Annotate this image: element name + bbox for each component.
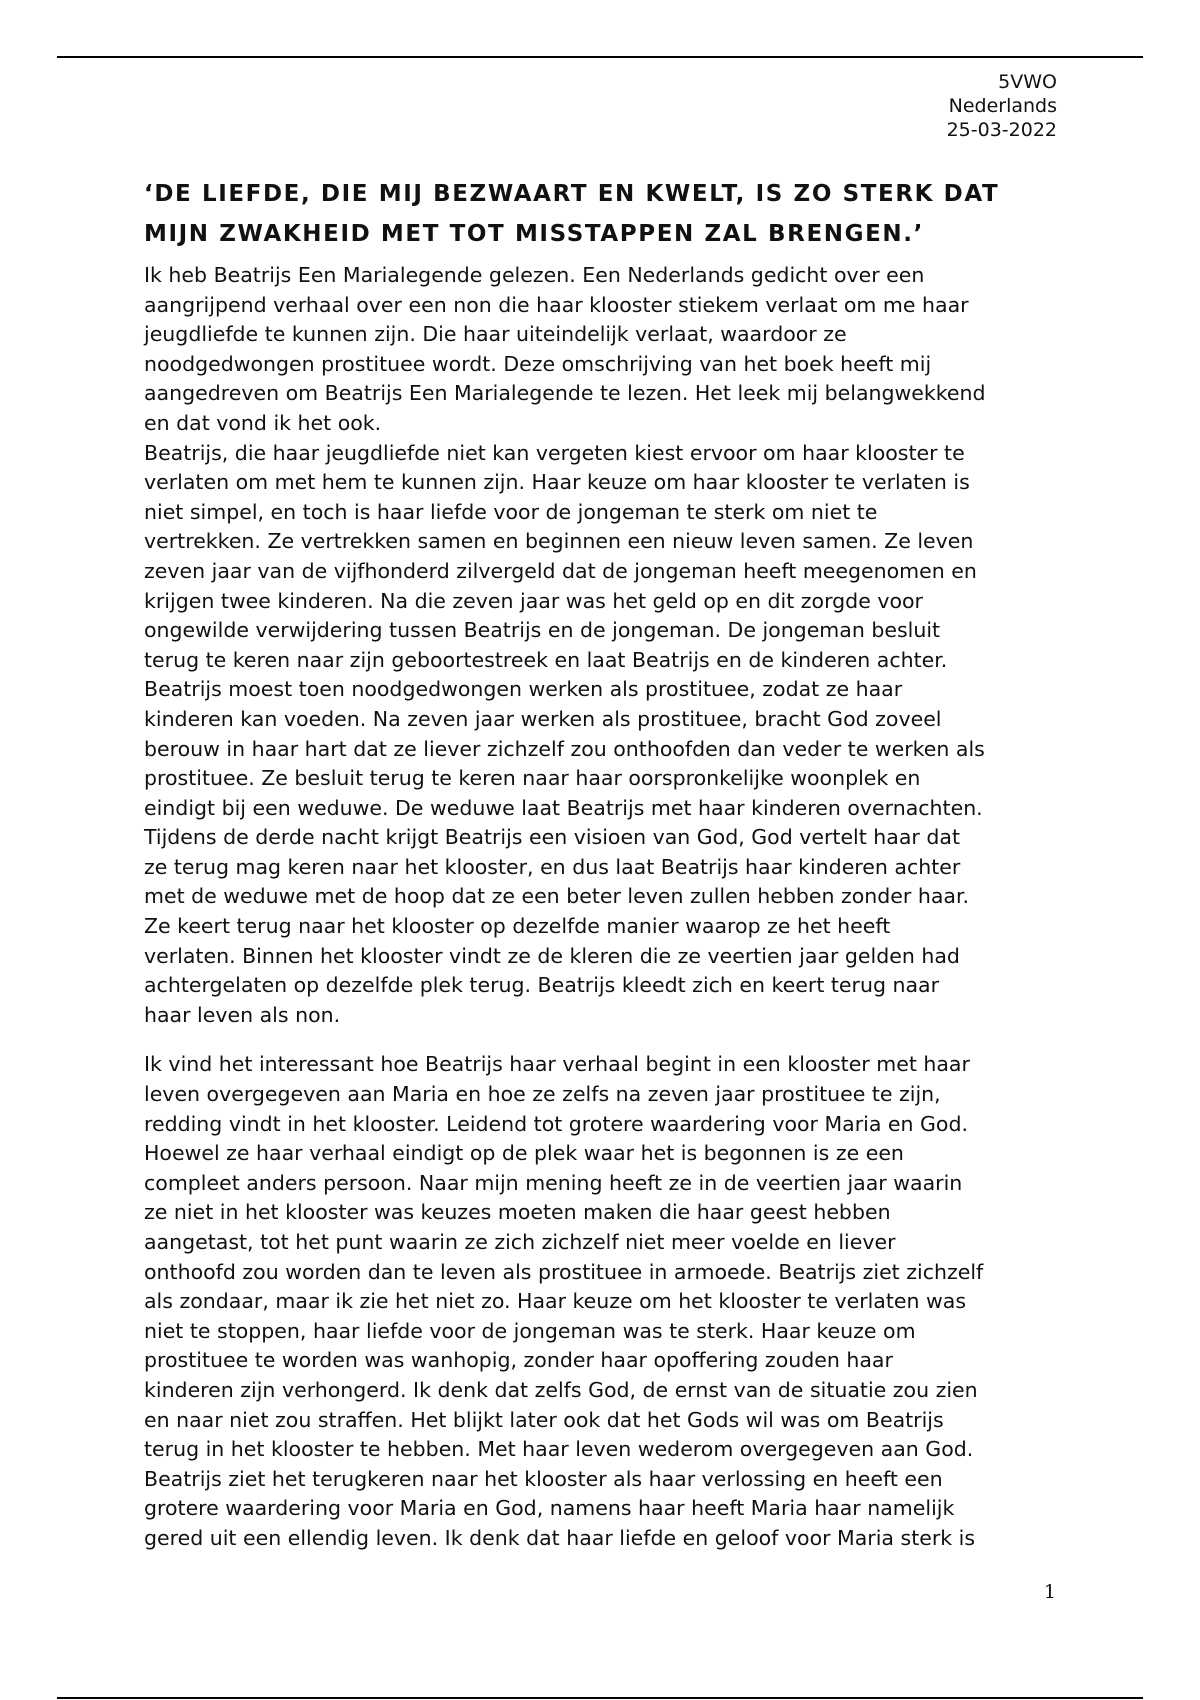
paragraph-line: Ik heb Beatrijs Een Marialegende gelezen. Een Nederlands gedicht over een [144, 263, 925, 287]
paragraph-line: ze niet in het klooster was keuzes moeten maken die haar geest hebben [144, 1200, 891, 1225]
paragraph-line: ongewilde verwijdering tussen Beatrijs en de jongeman. De jongeman besluit [144, 618, 941, 643]
paragraph-line: onthoofd zou worden dan te leven als prostituee in armoede. Beatrijs ziet zichzelf [144, 1259, 984, 1284]
document-date: 25-03-2022 [946, 119, 1057, 141]
paragraph-line: met de weduwe met de hoop dat ze een beter leven zullen hebben zonder haar. [144, 884, 970, 909]
paragraph-line: haar leven als non. [144, 1002, 341, 1027]
paragraph-line: Ik vind het interessant hoe Beatrijs haar verhaal begint in een klooster met haar [144, 1052, 970, 1077]
document-title [144, 174, 1064, 254]
paragraph-line: eindigt bij een weduwe. De weduwe laat Beatrijs met haar kinderen overnachten. [144, 795, 983, 820]
paragraph-line: niet simpel, en toch is haar liefde voor de jongeman te sterk om niet te [144, 499, 878, 524]
paragraph-line: aangedreven om Beatrijs Een Marialegende te lezen. Het leek mij belangwekkend [144, 381, 986, 406]
subject-label: Nederlands [948, 95, 1057, 117]
paragraph-line: terug in het klooster te hebben. Met haar leven wederom overgegeven aan God. [144, 1437, 974, 1462]
paragraph-line: krijgen twee kinderen. Na die zeven jaar was het geld op en dit zorgde voor [144, 588, 923, 613]
paragraph-line: ze terug mag keren naar het klooster, en dus laat Beatrijs haar kinderen achter [144, 854, 961, 879]
paragraph-line: redding vindt in het klooster. Leidend tot grotere waardering voor Maria en God. [144, 1111, 969, 1136]
paragraph-line: verlaten. Binnen het klooster vindt ze de kleren die ze veertien jaar gelden had [144, 943, 960, 968]
paragraph [144, 261, 1064, 439]
paragraph-line: en dat vond ik het ook. [144, 410, 382, 435]
paragraph-line: jeugdliefde te kunnen zijn. Die haar uiteindelijk verlaat, waardoor ze [144, 322, 847, 347]
paragraph-line: terug te keren naar zijn geboortestreek en laat Beatrijs en de kinderen achter. [144, 647, 948, 672]
paragraph-line: Ze keert terug naar het klooster op dezelfde manier waarop ze het heeft [144, 914, 891, 939]
paragraph-gap [144, 1030, 1064, 1050]
paragraph-line: Hoewel ze haar verhaal eindigt op de plek waar het is begonnen is ze een [144, 1141, 904, 1166]
paragraph-line: prostituee te worden was wanhopig, zonder haar opoffering zouden haar [144, 1348, 893, 1373]
paragraph-line: Beatrijs ziet het terugkeren naar het klooster als haar verlossing en heeft een [144, 1466, 943, 1491]
class-label: 5VWO [998, 71, 1057, 93]
paragraph-line: prostituee. Ze besluit terug te keren naar haar oorspronkelijke woonplek en [144, 766, 921, 791]
paragraph-line: verlaten om met hem te kunnen zijn. Haar keuze om haar klooster te verlaten is [144, 470, 970, 495]
paragraph-line: Beatrijs moest toen noodgedwongen werken als prostituee, zodat ze haar [144, 677, 903, 702]
paragraph-line: vertrekken. Ze vertrekken samen en beginnen een nieuw leven samen. Ze leven [144, 529, 974, 554]
paragraph-line: kinderen kan voeden. Na zeven jaar werken als prostituee, bracht God zoveel [144, 706, 942, 731]
title-line: MIJN ZWAKHEID MET TOT MISSTAPPEN ZAL BRENGEN.’ [144, 221, 924, 247]
paragraph-line: als zondaar, maar ik zie het niet zo. Haar keuze om het klooster te verlaten was [144, 1289, 967, 1314]
paragraph-line: grotere waardering voor Maria en God, namens haar heeft Maria haar namelijk [144, 1496, 955, 1521]
paragraph [144, 439, 1064, 1031]
paragraph-line: aangetast, tot het punt waarin ze zich zichzelf niet meer voelde en liever [144, 1230, 896, 1254]
paragraph-line: aangrijpend verhaal over een non die haar klooster stiekem verlaat om me haar [144, 292, 969, 317]
paragraph-line: Beatrijs, die haar jeugdliefde niet kan vergeten kiest ervoor om haar klooster te [144, 440, 965, 465]
paragraph-line: noodgedwongen prostituee wordt. Deze omschrijving van het boek heeft mij [144, 351, 932, 376]
paragraph [144, 1050, 1064, 1553]
paragraph-line: gered uit een ellendig leven. Ik denk dat haar liefde en geloof voor Maria sterk is [144, 1525, 976, 1550]
paragraph-line: niet te stoppen, haar liefde voor de jongeman was te sterk. Haar keuze om [144, 1318, 916, 1343]
top-rule [57, 56, 1143, 58]
title-line: ‘DE LIEFDE, DIE MIJ BEZWAART EN KWELT, IS ZO STERK DAT [144, 181, 1000, 207]
document-header [947, 70, 1057, 142]
paragraph-line: leven overgegeven aan Maria en hoe ze zelfs na zeven jaar prostituee te zijn, [144, 1082, 941, 1107]
paragraph-line: zeven jaar van de vijfhonderd zilvergeld dat de jongeman heeft meegenomen en [144, 558, 977, 583]
paragraph-line: kinderen zijn verhongerd. Ik denk dat zelfs God, de ernst van de situatie zou zien [144, 1377, 978, 1402]
paragraph-line: en naar niet zou straffen. Het blijkt later ook dat het Gods wil was om Beatrijs [144, 1407, 944, 1432]
paragraph-line: achtergelaten op dezelfde plek terug. Beatrijs kleedt zich en keert terug naar [144, 973, 940, 998]
paragraph-line: berouw in haar hart dat ze liever zichzelf zou onthoofden dan veder te werken als [144, 736, 985, 761]
paragraph-line: compleet anders persoon. Naar mijn mening heeft ze in de veertien jaar waarin [144, 1170, 963, 1195]
document-body [144, 261, 1064, 1554]
paragraph-line: Tijdens de derde nacht krijgt Beatrijs een visioen van God, God vertelt haar dat [144, 825, 960, 850]
bottom-rule [57, 1697, 1143, 1699]
page-number: 1 [1043, 1581, 1056, 1603]
